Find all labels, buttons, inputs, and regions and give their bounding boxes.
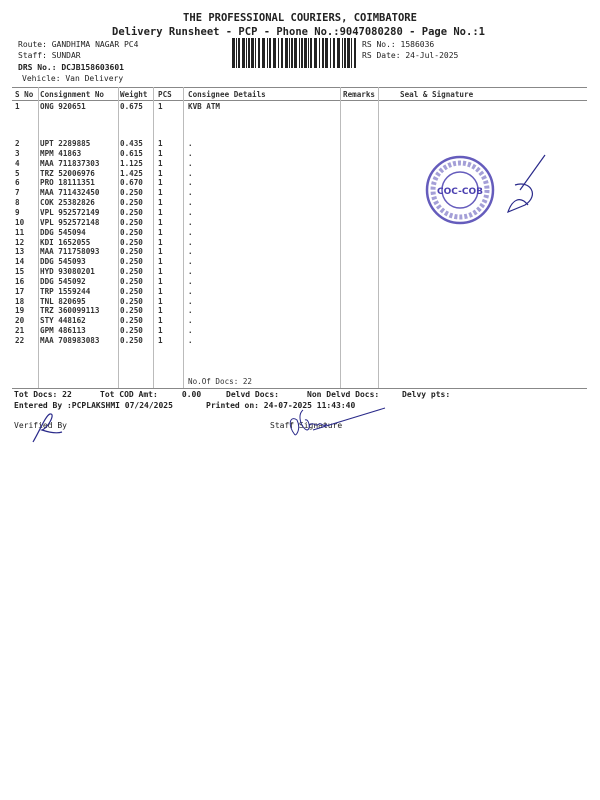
staff-signature-label: Staff Signature [270,421,343,430]
cell-pcs: 1 [158,247,163,257]
cell-weight: 0.670 [120,178,143,188]
cell-sno: 22 [15,336,25,345]
header-consignee-details: Consignee Details [188,90,266,99]
cell-sno: 4 [15,158,20,168]
staff-signature [285,400,395,440]
cell-consignee-details: . [188,296,193,306]
cell-consignment-no: VPL 952572149 [40,207,100,217]
table-bottom-border [12,388,587,389]
column-divider [118,87,119,388]
runsheet-subtitle: Delivery Runsheet - PCP - Phone No.:9047080280 - Page No.:1 [112,26,485,38]
cell-consignee-details: . [188,158,193,168]
cell-weight: 0.615 [120,148,143,158]
drs-number: DRS No.: DCJB158603601 [18,63,124,72]
verified-by: Verified By [14,421,67,430]
cell-consignment-no: DDG 545093 [40,257,86,267]
rs-number: RS No.: 1586036 [362,40,435,49]
cell-weight: 0.250 [120,237,143,247]
cell-weight: 0.250 [120,227,143,237]
cell-consignment-no: DDG 545092 [40,276,86,286]
company-title: THE PROFESSIONAL COURIERS, COIMBATORE [183,12,417,24]
cell-consignment-no: MPM 41863 [40,148,82,158]
header-sno: S No [15,90,34,99]
cell-pcs: 1 [158,207,163,217]
cell-sno: 14 [15,257,25,267]
cell-pcs: 1 [158,306,163,316]
cell-consignee-details: . [188,148,193,158]
entered-by: Entered By :PCPLAKSHMI 07/24/2025 [14,401,173,410]
cell-weight: 0.250 [120,188,143,198]
cell-pcs: 1 [158,286,163,296]
cell-weight: 0.250 [120,217,143,227]
cell-consignee-details: . [188,276,193,286]
cell-sno: 13 [15,247,25,257]
rs-date: RS Date: 24-Jul-2025 [362,51,459,60]
column-divider [153,87,154,388]
column-divider [340,87,341,388]
cell-sno: 20 [15,316,25,326]
cell-pcs: 1 [158,316,163,326]
cell-consignee-details: . [188,198,193,208]
verified-signature [28,410,68,445]
cell-consignment-no: DDG 545094 [40,227,86,237]
non-delvd-docs: Non Delvd Docs: [307,390,380,399]
barcode [232,38,356,68]
header-weight: Weight [120,90,148,99]
cell-weight: 0.250 [120,296,143,306]
cell-consignee-details: . [188,247,193,257]
no-of-docs: No.Of Docs: 22 [188,377,253,386]
cell-weight: 1.425 [120,168,143,178]
cell-consignee-details: KVB ATM [188,102,221,111]
cell-consignee-details: . [188,178,193,188]
cell-consignee-details: . [188,217,193,227]
cell-consignee-details: . [188,168,193,178]
route: Route: GANDHIMA NAGAR PC4 [18,40,139,49]
cell-consignment-no: PRO 18111351 [40,178,95,188]
cell-consignee-details: . [188,227,193,237]
cell-consignee-details: . [188,188,193,198]
delvy-pts: Delvy pts: [402,390,451,399]
cell-weight: 0.250 [120,286,143,296]
cell-sno: 19 [15,306,25,316]
cell-sno: 9 [15,207,20,217]
delvd-docs: Delvd Docs: [226,390,279,399]
cell-consignment-no: TRZ 360099113 [40,306,100,316]
cell-pcs: 1 [158,237,163,247]
vehicle: Vehicle: Van Delivery [22,74,124,83]
header-seal-signature: Seal & Signature [400,90,474,99]
cell-consignment-no: ONG 920651 [40,102,86,111]
cell-weight: 0.250 [120,306,143,316]
cell-sno: 7 [15,188,20,198]
table-header-border [12,100,587,101]
cell-weight: 0.250 [120,267,143,277]
cell-pcs: 1 [158,178,163,188]
cell-pcs: 1 [158,158,163,168]
cell-consignee-details: . [188,257,193,267]
cell-sno: 5 [15,168,20,178]
cell-sno: 10 [15,217,25,227]
cell-sno: 3 [15,148,20,158]
svg-text:COC-COB: COC-COB [437,187,483,197]
cell-sno: 6 [15,178,20,188]
cell-consignee-details: . [188,316,193,326]
cell-pcs: 1 [158,336,163,345]
cell-weight: 0.250 [120,276,143,286]
cell-consignee-details: . [188,207,193,217]
cell-consignment-no: MAA 711432450 [40,188,100,198]
cell-sno: 16 [15,276,25,286]
cell-sno: 1 [15,102,20,111]
cell-consignment-no: COK 25382826 [40,198,95,208]
cell-consignee-details: . [188,326,193,336]
cell-consignment-no: UPT 2289885 [40,139,91,148]
cell-sno: 11 [15,227,25,237]
cell-consignment-no: VPL 952572148 [40,217,100,227]
header-consignment-no: Consignment No [40,90,105,99]
cell-pcs: 1 [158,217,163,227]
cell-weight: 0.435 [120,139,143,148]
cell-consignee-details: . [188,139,193,148]
column-divider [378,87,379,388]
cell-sno: 12 [15,237,25,247]
cell-weight: 0.250 [120,336,143,345]
cell-consignment-no: MAA 711758093 [40,247,100,257]
cell-consignment-no: GPM 486113 [40,326,86,336]
cell-consignment-no: TRZ 52006976 [40,168,95,178]
cell-pcs: 1 [158,188,163,198]
cell-consignment-no: TNL 820695 [40,296,86,306]
seal-stamp [420,150,550,240]
cell-pcs: 1 [158,326,163,336]
tot-cod-amt: Tot COD Amt: 0.00 [100,390,202,399]
cell-pcs: 1 [158,276,163,286]
cell-weight: 0.250 [120,316,143,326]
cell-weight: 0.675 [120,102,143,111]
cell-consignment-no: STY 448162 [40,316,86,326]
header-pcs: PCS [158,90,172,99]
signature-mark [508,155,545,212]
cell-sno: 18 [15,296,25,306]
printed-on: Printed on: 24-07-2025 11:43:40 [206,401,356,410]
column-divider [183,87,184,388]
cell-weight: 0.250 [120,326,143,336]
cell-weight: 1.125 [120,158,143,168]
cell-sno: 21 [15,326,25,336]
cell-pcs: 1 [158,102,163,111]
cell-pcs: 1 [158,148,163,158]
tot-docs: Tot Docs: 22 [14,390,72,399]
staff: Staff: SUNDAR [18,51,81,60]
cell-consignee-details: . [188,286,193,296]
cell-consignment-no: KDI 1652055 [40,237,91,247]
cell-pcs: 1 [158,267,163,277]
cell-pcs: 1 [158,227,163,237]
stamp-icon [427,157,493,223]
cell-pcs: 1 [158,296,163,306]
cell-consignment-no: HYD 93080201 [40,267,95,277]
cell-consignment-no: TRP 1559244 [40,286,91,296]
cell-weight: 0.250 [120,207,143,217]
table-top-border [12,87,587,88]
cell-sno: 15 [15,267,25,277]
cell-pcs: 1 [158,257,163,267]
cell-consignment-no: MAA 711837303 [40,158,100,168]
cell-consignee-details: . [188,306,193,316]
cell-consignment-no: MAA 708983083 [40,336,100,345]
cell-pcs: 1 [158,168,163,178]
cell-consignee-details: . [188,237,193,247]
cell-pcs: 1 [158,139,163,148]
cell-consignee-details: . [188,267,193,277]
cell-consignee-details: . [188,336,193,345]
cell-sno: 2 [15,139,20,148]
cell-sno: 8 [15,198,20,208]
cell-weight: 0.250 [120,247,143,257]
column-divider [38,87,39,388]
cell-sno: 17 [15,286,25,296]
header-remarks: Remarks [343,90,376,99]
cell-weight: 0.250 [120,257,143,267]
cell-pcs: 1 [158,198,163,208]
cell-weight: 0.250 [120,198,143,208]
